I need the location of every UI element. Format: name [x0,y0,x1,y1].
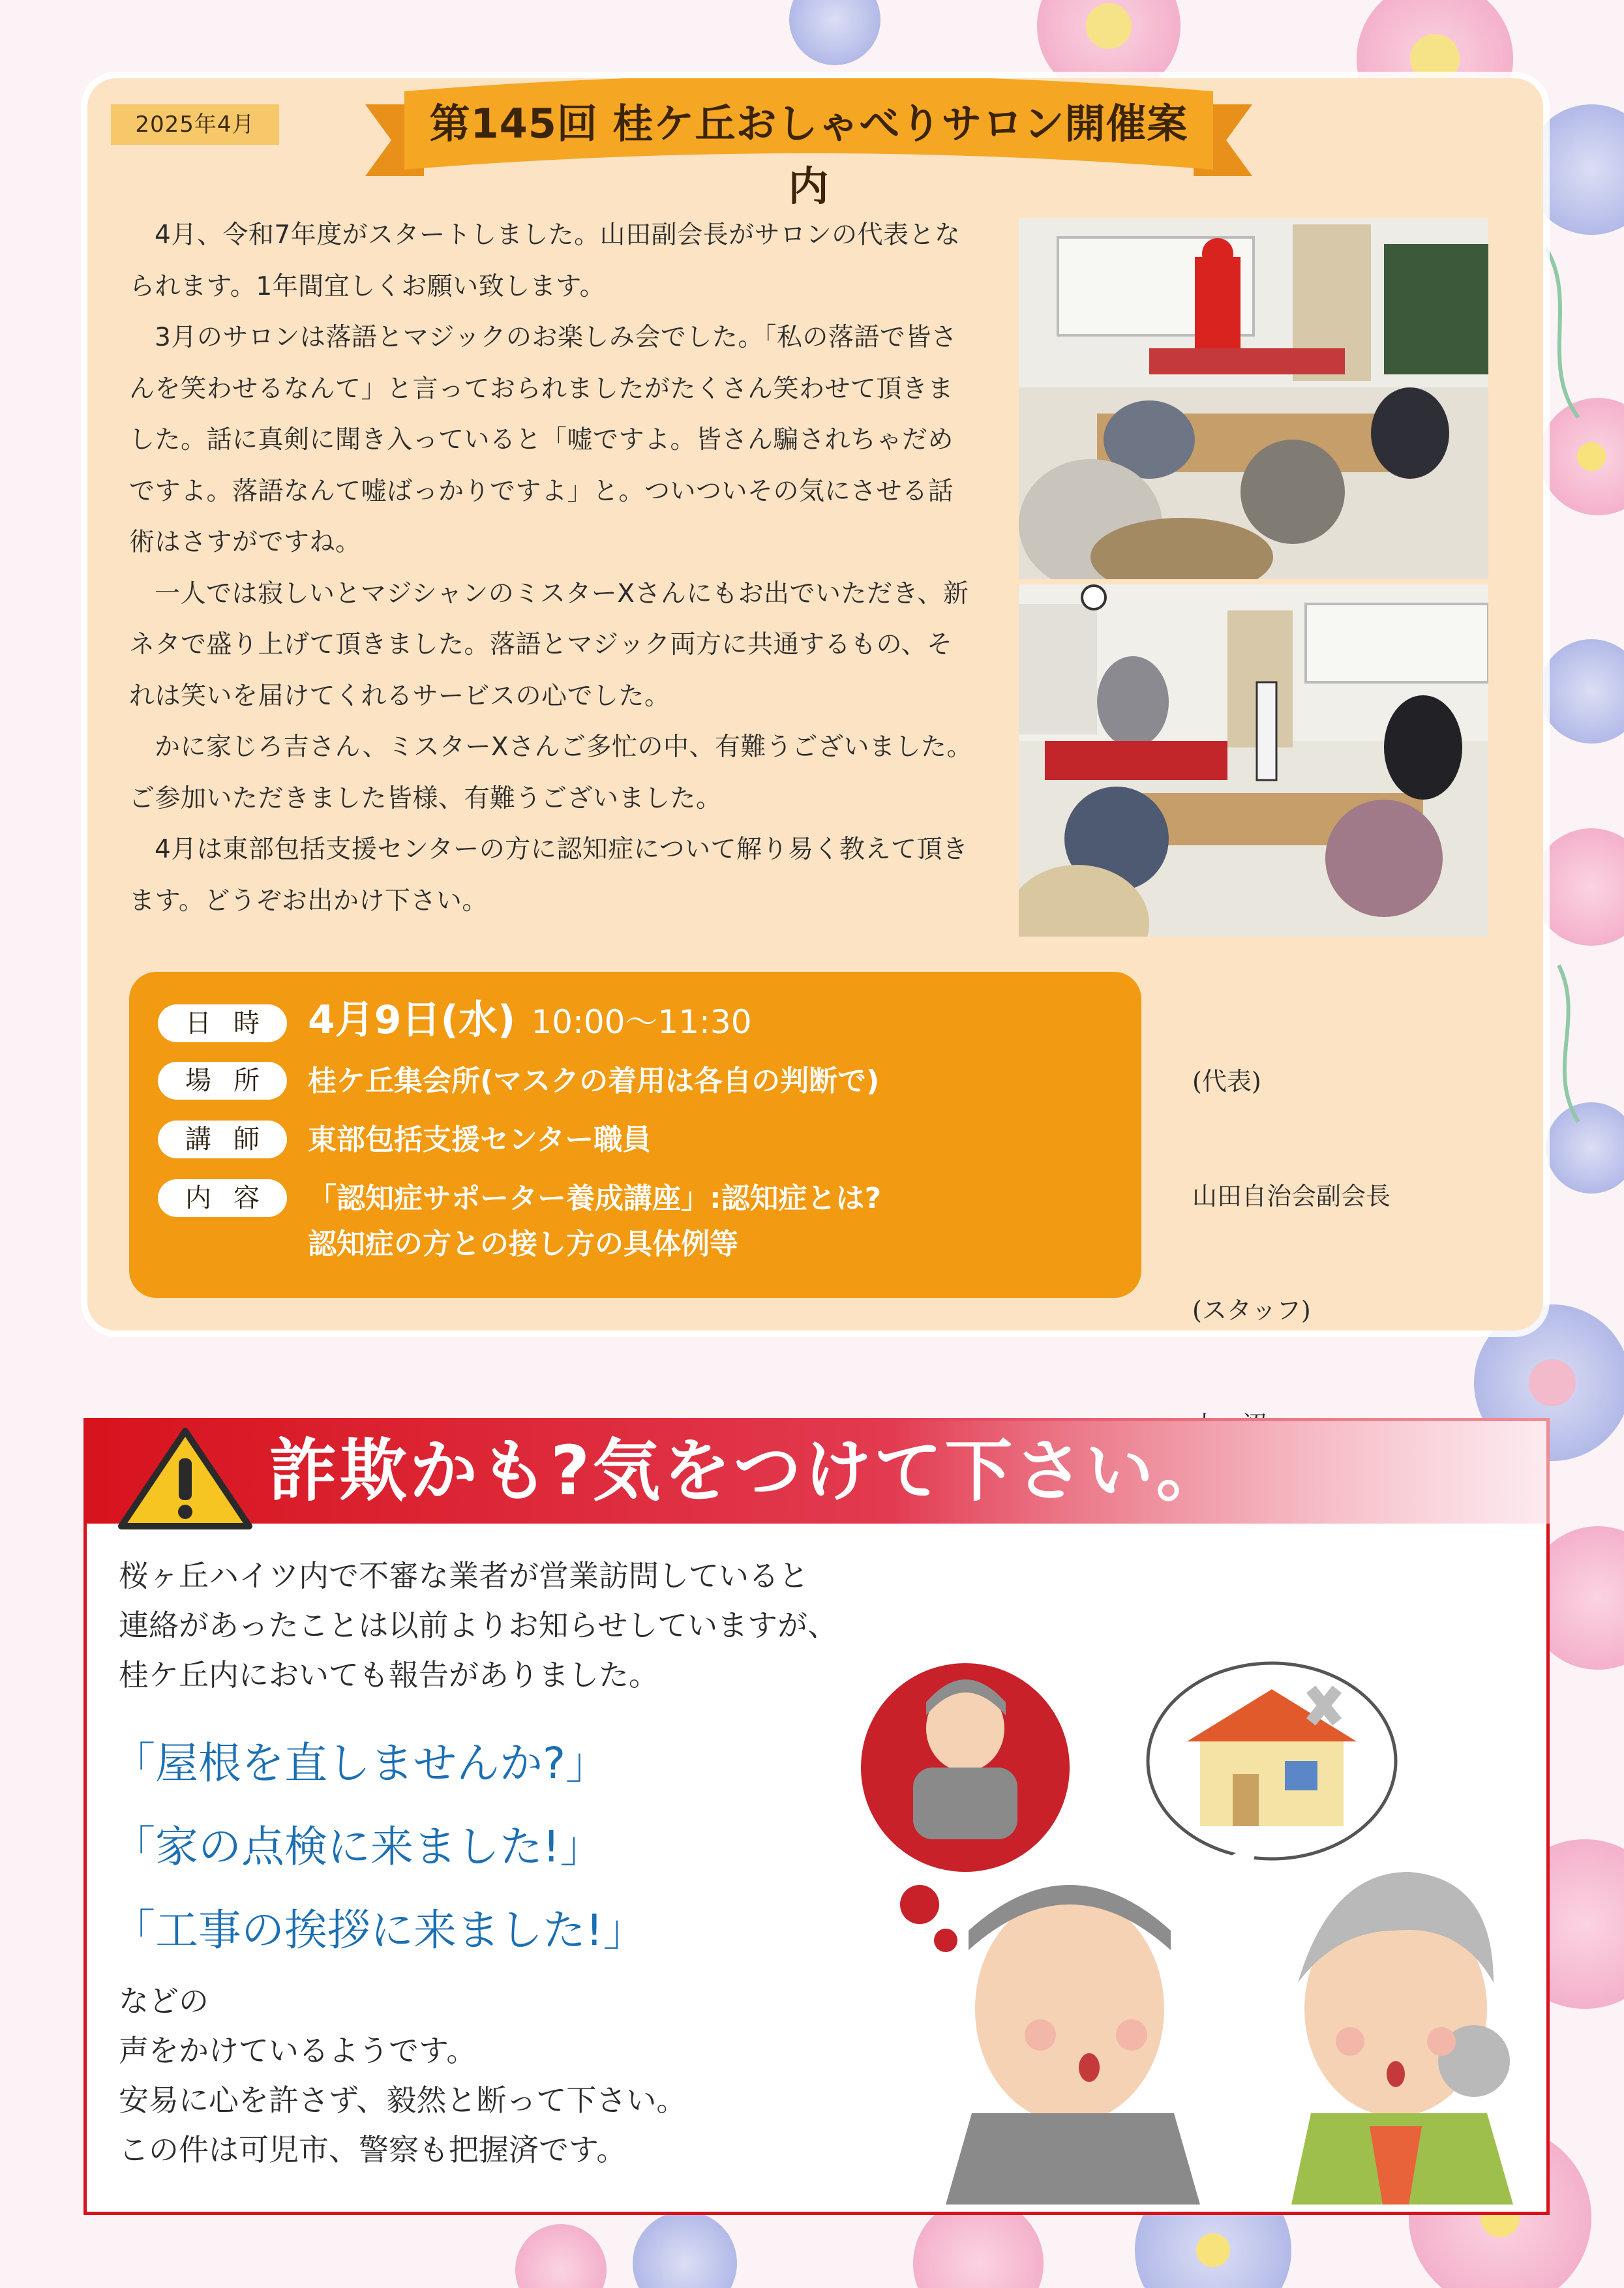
warning-title: 詐欺かも?気をつけて下さい。 [269,1431,1227,1511]
staff-line: (代表) [1192,1067,1261,1096]
event-place: 桂ケ丘集会所(マスクの着用は各自の判断で) [308,1064,880,1098]
scam-phrase: 「工事の挨拶に来ました!」 [112,1905,646,1955]
paragraph-4: かに家じろ吉さん、ミスターXさんご多忙の中、有難うございました。ご参加いただきました皆様、有難うございました。 [129,732,973,813]
date-label: 日時 [158,1004,287,1042]
advice-line: 安易に心を許さず、毅然と断って下さい。 [119,2083,687,2118]
salon-report-article [129,210,977,927]
lecturer-label: 講師 [158,1121,287,1158]
intro-line: 桜ヶ丘ハイツ内で不審な業者が営業訪問していると [119,1558,809,1593]
event-content-line2: 認知症の方との接し方の具体例等 [308,1227,738,1261]
paragraph-3: 一人では寂しいとマジシャンのミスターXさんにもお出でいただき、新ネタで盛り上げて頂きました。落語とマジック両方に共通するもの、それは笑いを届けてくれるサービスの心でした。 [129,579,969,711]
advice-line: などの [119,1983,209,2019]
intro-line: 桂ケ丘内においても報告がありました。 [119,1657,659,1693]
scam-phrase: 「家の点検に来ました!」 [112,1822,603,1872]
salon-title: 第145回 桂ケ丘おしゃべりサロン開催案内 [429,100,1188,210]
rakugo-performance-photo [1019,584,1488,937]
issue-date-tag: 2025年4月 [111,104,279,145]
event-date: 4月9日(水) [308,997,516,1043]
scam-phrase: 「屋根を直しませんか?」 [112,1738,609,1788]
intro-line: 連絡があったことは以前よりお知らせしていますが、 [119,1608,838,1643]
event-time: 10:00〜11:30 [531,1003,752,1041]
advice-line: 声をかけているようです。 [119,2033,477,2068]
paragraph-1: 4月、令和7年度がスタートしました。山田副会長がサロンの代表となられます。1年間宜しくお願い致します。 [129,220,961,301]
advice-line: この件は可児市、警察も把握済です。 [119,2132,627,2167]
place-label: 場所 [158,1062,287,1100]
scam-visitor-illustration [835,1644,1546,2205]
warning-triangle-icon [116,1426,254,1531]
magic-show-photo [1019,218,1488,579]
paragraph-2: 3月のサロンは落語とマジックのお楽しみ会でした。「私の落語で皆さんを笑わせるなんて」と言っておられましたがたくさん笑わせて頂きました。話に真剣に聞き入っていると「嘘ですよ。皆さん騙されちゃだめですよ。落語なんて嘘ばっかりですよ」と。ついついその気にさせる話術はさすがですね。 [129,323,957,557]
event-lecturer: 東部包括支援センター職員 [308,1123,652,1156]
scam-phrases [112,1722,830,1972]
staff-line: 山田自治会副会長 [1192,1181,1391,1211]
date-value-wrap [308,997,1025,1044]
staff-line: (スタッフ) [1192,1296,1311,1325]
warning-advice [119,1976,934,2175]
paragraph-5: 4月は東部包括支援センターの方に認知症について解り易く教えて頂きます。どうぞお出かけ下さい。 [129,835,969,916]
content-label: 内容 [158,1179,287,1217]
event-content-line1: 「認知症サポーター養成講座」:認知症とは? [308,1182,882,1215]
